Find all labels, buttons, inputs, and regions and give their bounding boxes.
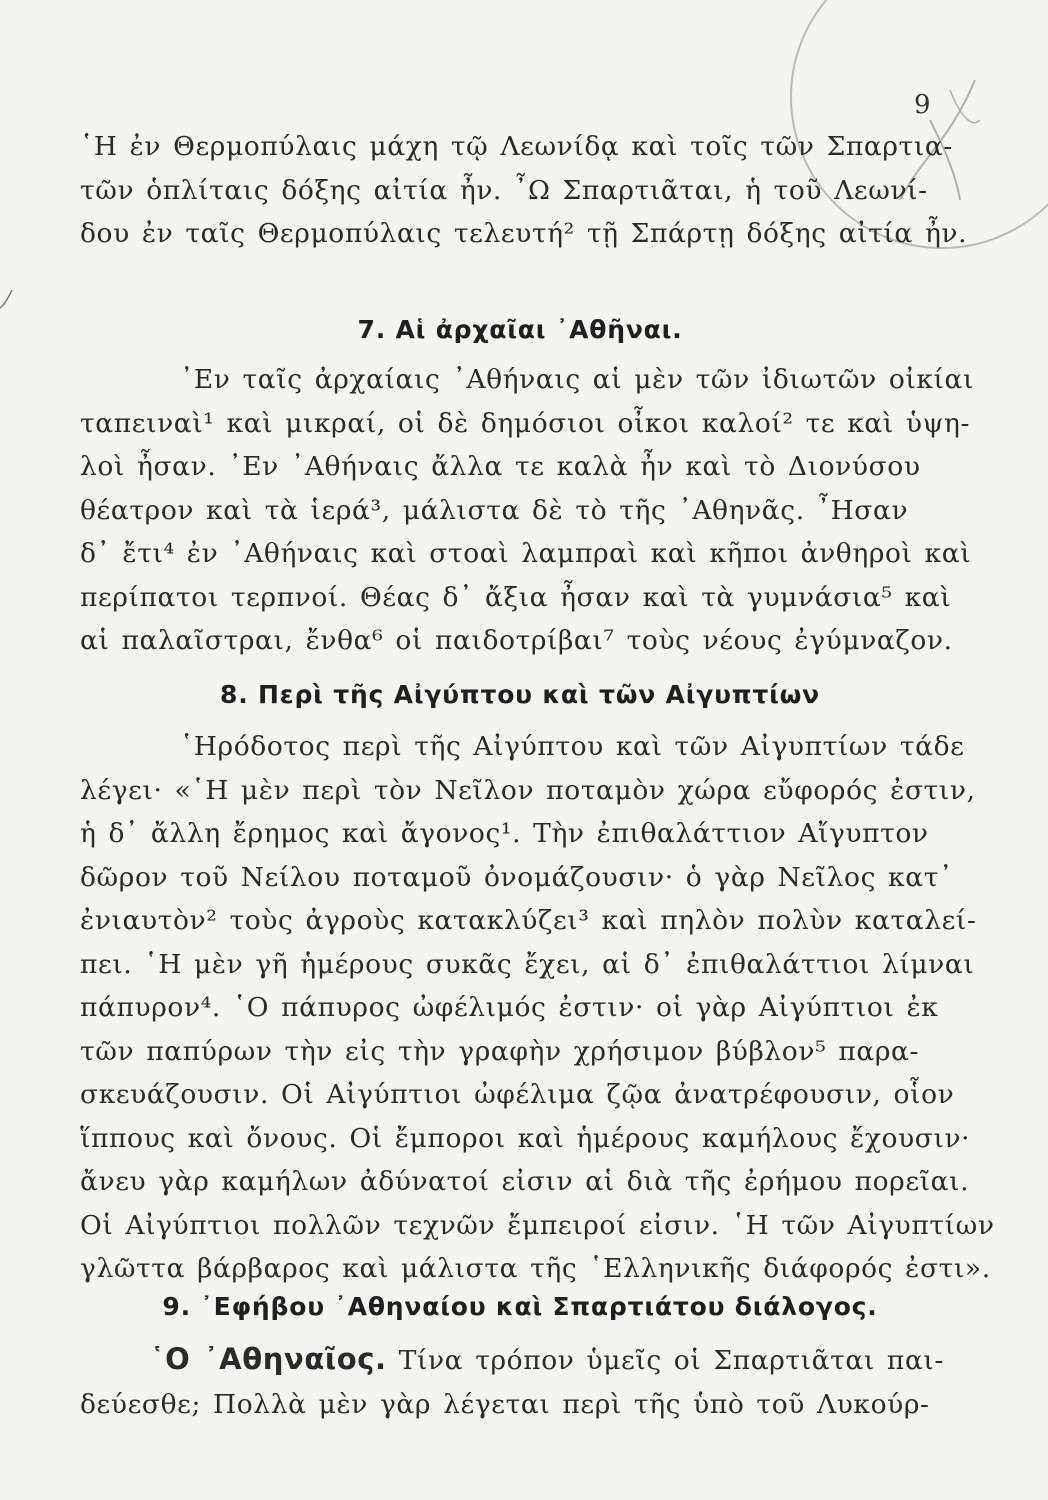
text-line: περίπατοι τερπνοί. Θέας δ᾿ ἄξια ἦσαν καὶ τὰ γυμνάσια⁵ καὶ bbox=[80, 581, 952, 613]
text-line: Τίνα τρόπον ὑμεῖς οἱ Σπαρτιᾶται παι- bbox=[398, 1345, 944, 1376]
text-line: γλῶττα βάρβαρος καὶ μάλιστα τῆς ῾Ελληνικῆς διάφορός ἐστι». bbox=[80, 1253, 991, 1284]
section-heading-7: 7. Αἱ ἀρχαῖαι ᾿Αθῆναι. bbox=[357, 315, 683, 344]
section-heading-9: 9. ᾿Εφήβου ᾿Αθηναίου καὶ Σπαρτιάτου διάλογος. bbox=[162, 1292, 878, 1321]
paragraph-egypt bbox=[80, 725, 995, 1291]
margin-mark bbox=[0, 290, 14, 310]
text-line: αἱ παλαῖστραι, ἔνθα⁶ οἱ παιδοτρίβαι⁷ τοὺς νέους ἐγύμναζον. bbox=[80, 625, 953, 656]
text-line: ἡ δ᾿ ἄλλη ἔρημος καὶ ἄγονος¹. Τὴν ἐπιθαλάττιον Αἴγυπτον bbox=[80, 818, 929, 849]
text-line: τῶν ὁπλίταις δόξης αἰτία ἦν. ῏Ω Σπαρτιᾶται, ἡ τοῦ Λεωνί- bbox=[80, 174, 928, 206]
speaker-label: ῾Ο ᾿Αθηναῖος. bbox=[150, 1342, 387, 1376]
text-line: ῾Ηρόδοτος περὶ τῆς Αἰγύπτου καὶ τῶν Αἰγυπτίων τάδε bbox=[180, 731, 965, 762]
paragraph-thermopylae bbox=[80, 125, 968, 256]
text-line: τῶν παπύρων τὴν εἰς τὴν γραφὴν χρήσιμον βύβλον⁵ παρα- bbox=[80, 1035, 920, 1067]
text-line: Οἱ Αἰγύπτιοι πολλῶν τεχνῶν ἔμπειροί εἰσιν. ῾Η τῶν Αἰγυπτίων bbox=[80, 1209, 995, 1241]
text-line: λέγει· «῾Η μὲν περὶ τὸν Νεῖλον ποταμὸν χώρα εὔφορός ἐστιν, bbox=[80, 774, 976, 806]
text-line: ἄνευ γὰρ καμήλων ἀδύνατοί εἰσιν αἱ διὰ τῆς ἐρήμου πορεῖαι. bbox=[80, 1166, 970, 1197]
text-line: ἵππους καὶ ὄνους. Οἱ ἔμποροι καὶ ἡμέρους καμήλους ἔχουσιν· bbox=[80, 1122, 971, 1154]
paragraph-athens bbox=[80, 358, 975, 663]
text-line: θέατρον καὶ τὰ ἱερά³, μάλιστα δὲ τὸ τῆς ᾿Αθηνᾶς. ῏Ησαν bbox=[80, 494, 909, 526]
text-line: ᾿Εν ταῖς ἀρχαίαις ᾿Αθήναις αἱ μὲν τῶν ἰδιωτῶν οἰκίαι bbox=[180, 364, 975, 395]
text-line: πάπυρον⁴. ῾Ο πάπυρος ὠφέλιμός ἐστιν· οἱ γὰρ Αἰγύπτιοι ἐκ bbox=[80, 992, 939, 1023]
text-line: ῾Η ἐν Θερμοπύλαις μάχη τῷ Λεωνίδᾳ καὶ τοῖς τῶν Σπαρτια- bbox=[80, 131, 953, 162]
text-line: ἐνιαυτὸν² τοὺς ἀγροὺς κατακλύζει³ καὶ πηλὸν πολὺν καταλεί- bbox=[80, 905, 977, 936]
text-line: σκευάζουσιν. Οἱ Αἰγύπτιοι ὠφέλιμα ζῷα ἀνατρέφουσιν, οἷον bbox=[80, 1079, 955, 1110]
text-line: δῶρον τοῦ Νείλου ποταμοῦ ὀνομάζουσιν· ὁ γὰρ Νεῖλος κατ᾿ bbox=[80, 861, 953, 893]
section-heading-8: 8. Περὶ τῆς Αἰγύπτου καὶ τῶν Αἰγυπτίων bbox=[220, 680, 820, 709]
text-line: ταπειναὶ¹ καὶ μικραί, οἱ δὲ δημόσιοι οἶκοι καλοί² τε καὶ ὑψη- bbox=[80, 407, 971, 439]
text-line: δου ἐν ταῖς Θερμοπύλαις τελευτή² τῇ Σπάρτῃ δόξης αἰτία ἦν. bbox=[80, 218, 968, 249]
text-line: πει. ῾Η μὲν γῆ ἡμέρους συκᾶς ἔχει, αἱ δ᾿ ἐπιθαλάττιοι λίμναι bbox=[80, 948, 975, 980]
text-line: λοὶ ἦσαν. ᾿Εν ᾿Αθήναις ἄλλα τε καλὰ ἦν καὶ τὸ Διονύσου bbox=[80, 451, 921, 482]
paragraph-dialogue bbox=[80, 1338, 960, 1426]
text-line: δεύεσθε; Πολλὰ μὲν γὰρ λέγεται περὶ τῆς ὑπὸ τοῦ Λυκούρ- bbox=[80, 1388, 930, 1420]
page-number: 9 bbox=[914, 90, 931, 120]
text-line: δ᾿ ἔτι⁴ ἐν ᾿Αθήναις καὶ στοαὶ λαμπραὶ καὶ κῆποι ἀνθηροὶ καὶ bbox=[80, 538, 972, 569]
